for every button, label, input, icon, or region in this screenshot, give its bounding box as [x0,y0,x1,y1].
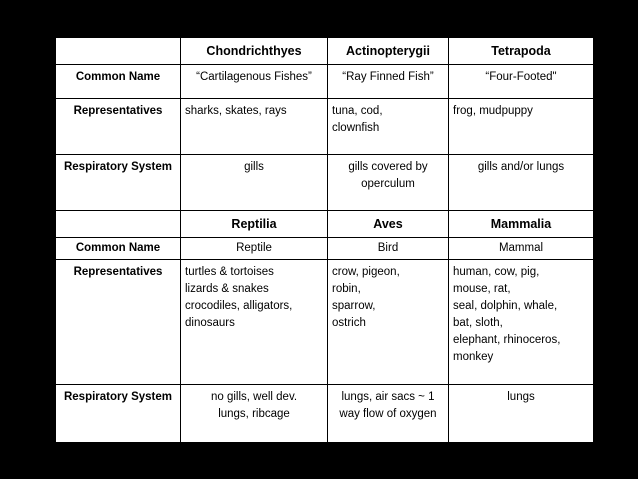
table-cell: Reptile [181,238,328,260]
table-cell: crow, pigeon, robin, sparrow, ostrich [328,260,449,385]
table2-header-row [56,211,594,238]
header-reptilia: Reptilia [181,211,328,238]
table-row [56,260,594,385]
table-cell: human, cow, pig, mouse, rat, seal, dolphin, whale, bat, sloth, elephant, rhinoceros, monkey [449,260,594,385]
row-label-respiratory-system: Respiratory System [56,385,181,443]
row-label-common-name: Common Name [56,238,181,260]
table-row [56,385,594,443]
table-row [56,65,594,99]
table-row [56,155,594,211]
table-cell: lungs [449,385,594,443]
table-cell: “Four-Footed" [449,65,594,99]
table-cell: gills [181,155,328,211]
table-cell: “Ray Finned Fish” [328,65,449,99]
table-cell: sharks, skates, rays [181,99,328,155]
header-mammalia: Mammalia [449,211,594,238]
table-cell: lungs, air sacs ~ 1 way flow of oxygen [328,385,449,443]
row-label-common-name: Common Name [56,65,181,99]
table-cell: turtles & tortoises lizards & snakes crocodiles, alligators, dinosaurs [181,260,328,385]
table-cell: “Cartilagenous Fishes” [181,65,328,99]
table-cell: gills and/or lungs [449,155,594,211]
table1-header-row [56,38,594,65]
table-row [56,238,594,260]
header-actinopterygii: Actinopterygii [328,38,449,65]
table-cell: gills covered by operculum [328,155,449,211]
table-row [56,99,594,155]
table1-header-blank [56,38,181,65]
header-chondrichthyes: Chondrichthyes [181,38,328,65]
header-aves: Aves [328,211,449,238]
classification-table [55,37,594,443]
table-cell: frog, mudpuppy [449,99,594,155]
table-cell: tuna, cod, clownfish [328,99,449,155]
table-cell: Mammal [449,238,594,260]
header-tetrapoda: Tetrapoda [449,38,594,65]
table-cell: no gills, well dev. lungs, ribcage [181,385,328,443]
table-cell: Bird [328,238,449,260]
table2-header-blank [56,211,181,238]
row-label-representatives: Representatives [56,99,181,155]
row-label-representatives: Representatives [56,260,181,385]
row-label-respiratory-system: Respiratory System [56,155,181,211]
